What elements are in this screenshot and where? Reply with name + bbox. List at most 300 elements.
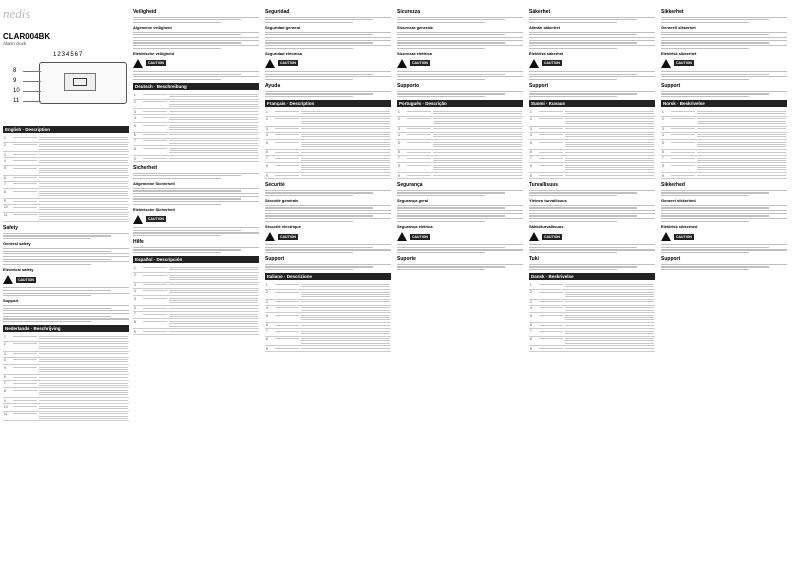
table-cell-function — [38, 165, 129, 175]
table-cell-function — [696, 173, 787, 179]
section-title: Seguridad — [265, 9, 290, 15]
table-row — [133, 296, 259, 306]
table-cell-part — [406, 132, 432, 140]
table-cell-number: 3 — [3, 351, 12, 357]
table-cell-number: 6 — [661, 149, 670, 155]
table-row — [397, 116, 523, 126]
text-block — [133, 188, 259, 205]
section-list — [661, 9, 787, 270]
clock-illustration — [39, 62, 127, 104]
table-cell-function — [38, 135, 129, 142]
table-cell-function — [300, 140, 391, 150]
table-cell-part — [12, 204, 38, 212]
callout-label: 8 — [13, 68, 17, 74]
table-cell-number: 6 — [3, 175, 12, 181]
table-cell-number: 3 — [265, 126, 274, 132]
caution-label: CAUTION — [148, 61, 164, 66]
section-subtitle: Allmän säkerhet — [529, 25, 560, 31]
table-cell-part — [12, 411, 38, 421]
text-block — [265, 190, 391, 197]
table-cell-part — [142, 311, 168, 319]
text-block — [3, 248, 129, 265]
description-table — [133, 265, 259, 335]
table-row — [265, 132, 391, 140]
table-cell-part — [406, 109, 432, 116]
text-block — [265, 71, 391, 80]
text-block — [661, 205, 787, 222]
text-block — [3, 233, 129, 240]
table-row — [265, 282, 391, 289]
table-cell-number: 7 — [3, 380, 12, 388]
table-cell-number: 8 — [133, 146, 142, 156]
section-title: Support — [529, 83, 549, 90]
column-5 — [529, 6, 655, 563]
section-title: Sikkerhed — [661, 182, 685, 189]
text-block — [133, 17, 259, 24]
section-header: English · Description — [3, 126, 129, 133]
section-title: Turvallisuus — [529, 182, 559, 189]
caution-label: CAUTION — [280, 234, 296, 239]
table-cell-number: 10 — [3, 204, 12, 212]
table-row — [3, 204, 129, 212]
table-cell-number: 4 — [661, 132, 670, 140]
table-cell-number: 8 — [3, 388, 12, 398]
table-row — [529, 328, 655, 336]
text-block — [661, 71, 787, 80]
table-row — [661, 140, 787, 150]
section-title: Veiligheid — [133, 9, 157, 15]
table-cell-number: 1 — [661, 109, 670, 116]
table-row — [265, 140, 391, 150]
table-row — [265, 289, 391, 299]
table-cell-part — [274, 140, 300, 150]
table-row — [265, 305, 391, 313]
caution-notice — [133, 59, 259, 68]
table-cell-number: 4 — [3, 357, 12, 365]
table-row — [265, 346, 391, 352]
table-cell-function — [38, 357, 129, 365]
table-cell-number: 3 — [529, 299, 538, 305]
table-cell-function — [696, 116, 787, 126]
brand-logo: nedis — [3, 6, 31, 21]
table-cell-part — [670, 116, 696, 126]
column-6 — [661, 6, 787, 563]
section-list — [397, 9, 523, 270]
table-row — [661, 173, 787, 179]
table-cell-number: 2 — [3, 341, 12, 351]
table-cell-function — [696, 109, 787, 116]
table-cell-function — [432, 155, 523, 163]
caution-label: CAUTION — [544, 234, 560, 239]
table-cell-number: 2 — [3, 142, 12, 152]
table-cell-number: 4 — [3, 158, 12, 166]
table-row — [133, 146, 259, 156]
table-cell-function — [696, 140, 787, 150]
table-row — [3, 411, 129, 421]
table-cell-number: 1 — [397, 109, 406, 116]
table-cell-part — [142, 272, 168, 282]
table-cell-number: 3 — [529, 126, 538, 132]
warning-triangle-icon — [265, 232, 275, 241]
text-block — [397, 205, 523, 222]
section-header: Italiano · Descrizione — [265, 273, 391, 280]
table-cell-part — [142, 92, 168, 99]
section-subtitle: Electrical safety — [3, 267, 34, 273]
caution-label: CAUTION — [148, 217, 164, 222]
table-cell-function — [564, 109, 655, 116]
table-cell-number: 4 — [529, 132, 538, 140]
table-cell-part — [274, 305, 300, 313]
section-header: Deutsch · Beschreibung — [133, 83, 259, 90]
table-cell-number: 2 — [265, 116, 274, 126]
table-cell-part — [670, 163, 696, 173]
description-table — [265, 109, 391, 179]
table-cell-function — [38, 189, 129, 199]
table-cell-function — [168, 311, 259, 319]
table-cell-number: 8 — [529, 336, 538, 346]
section-header: Norsk · Beskrivelse — [661, 100, 787, 107]
table-cell-part — [670, 173, 696, 179]
table-cell-part — [538, 289, 564, 299]
table-row — [3, 341, 129, 351]
table-cell-part — [274, 328, 300, 336]
table-cell-part — [12, 165, 38, 175]
section-subtitle: Sicurezza generale — [397, 25, 434, 31]
table-cell-number: 6 — [265, 322, 274, 328]
table-cell-number: 11 — [3, 212, 12, 222]
caution-notice — [265, 59, 391, 68]
table-cell-number: 7 — [133, 138, 142, 146]
table-cell-number: 5 — [265, 313, 274, 323]
section-subtitle: Yleinen turvallisuus — [529, 198, 567, 204]
table-cell-function — [168, 272, 259, 282]
section-subtitle: Elektrische veiligheid — [133, 50, 174, 56]
table-cell-number: 9 — [529, 173, 538, 179]
section-title: Sécurité — [265, 182, 285, 189]
description-table — [133, 92, 259, 162]
table-row — [3, 404, 129, 412]
text-block — [661, 91, 787, 98]
section-title: Suporte — [397, 256, 416, 263]
table-cell-number: 9 — [3, 398, 12, 404]
text-block — [397, 190, 523, 197]
text-block — [397, 244, 523, 253]
table-cell-number: 5 — [661, 140, 670, 150]
callout-label: 10 — [13, 88, 20, 94]
table-cell-number: 9 — [133, 329, 142, 335]
table-row — [133, 319, 259, 329]
table-cell-number: 2 — [133, 272, 142, 282]
table-cell-part — [12, 365, 38, 375]
table-cell-function — [564, 282, 655, 289]
table-cell-part — [274, 163, 300, 173]
warning-triangle-icon — [661, 232, 671, 241]
section-list — [3, 126, 129, 421]
section-subtitle: Sécurité générale — [265, 198, 299, 204]
table-row — [133, 99, 259, 109]
table-cell-number: 8 — [265, 336, 274, 346]
caution-notice — [397, 59, 523, 68]
table-cell-function — [38, 411, 129, 421]
table-cell-part — [12, 380, 38, 388]
table-cell-function — [168, 296, 259, 306]
table-cell-function — [38, 341, 129, 351]
warning-triangle-icon — [661, 59, 671, 68]
table-row — [265, 328, 391, 336]
table-row — [133, 265, 259, 272]
table-cell-part — [142, 146, 168, 156]
table-cell-function — [300, 173, 391, 179]
warning-triangle-icon — [529, 232, 539, 241]
section-list — [133, 9, 259, 335]
callout-label: 9 — [13, 78, 17, 84]
table-cell-number: 2 — [529, 289, 538, 299]
section-subtitle: Segurança elétrica — [397, 224, 433, 229]
table-cell-part — [12, 142, 38, 152]
section-list — [529, 9, 655, 352]
table-row — [3, 334, 129, 341]
table-cell-number: 8 — [133, 319, 142, 329]
table-cell-part — [142, 296, 168, 306]
section-header: Español · Descripción — [133, 256, 259, 263]
table-cell-number: 6 — [265, 149, 274, 155]
text-block — [265, 32, 391, 49]
table-cell-part — [670, 109, 696, 116]
caution-notice — [265, 232, 391, 241]
section-subtitle: Elektrisk sikkerhed — [661, 224, 698, 229]
section-title: Säkerhet — [529, 9, 551, 15]
table-row — [133, 123, 259, 133]
table-row — [529, 313, 655, 323]
description-table — [397, 109, 523, 179]
table-cell-part — [538, 116, 564, 126]
table-cell-part — [538, 140, 564, 150]
caution-notice — [3, 275, 129, 284]
table-cell-number: 6 — [529, 322, 538, 328]
table-cell-number: 3 — [133, 109, 142, 115]
section-subtitle: Elektrische Sicherheit — [133, 206, 175, 212]
table-cell-function — [564, 140, 655, 150]
table-cell-function — [38, 365, 129, 375]
caution-notice — [529, 59, 655, 68]
description-table — [529, 109, 655, 179]
section-title: Hilfe — [133, 239, 144, 246]
table-cell-function — [300, 289, 391, 299]
table-row — [3, 388, 129, 398]
table-cell-number: 3 — [133, 282, 142, 288]
table-cell-part — [406, 173, 432, 179]
caution-notice — [397, 232, 523, 241]
table-row — [3, 357, 129, 365]
table-cell-function — [564, 289, 655, 299]
text-block — [661, 264, 787, 271]
table-cell-part — [274, 336, 300, 346]
table-row — [3, 189, 129, 199]
table-cell-number: 5 — [133, 123, 142, 133]
text-block — [265, 205, 391, 222]
table-cell-function — [696, 163, 787, 173]
caution-notice — [529, 232, 655, 241]
table-row — [133, 288, 259, 296]
table-cell-function — [564, 116, 655, 126]
section-header: Dansk · Beskrivelse — [529, 273, 655, 280]
table-row — [661, 155, 787, 163]
table-cell-function — [564, 336, 655, 346]
warning-triangle-icon — [133, 215, 143, 224]
section-list — [265, 9, 391, 352]
section-title: Supporto — [397, 83, 420, 90]
table-cell-number: 8 — [529, 163, 538, 173]
table-cell-part — [12, 189, 38, 199]
table-cell-number: 8 — [265, 163, 274, 173]
caution-label: CAUTION — [544, 61, 560, 66]
table-cell-function — [300, 346, 391, 352]
table-row — [529, 116, 655, 126]
table-row — [397, 132, 523, 140]
table-cell-part — [274, 346, 300, 352]
table-cell-number: 2 — [529, 116, 538, 126]
table-cell-number: 7 — [661, 155, 670, 163]
table-cell-function — [168, 123, 259, 133]
text-block — [529, 91, 655, 98]
table-cell-number: 7 — [529, 155, 538, 163]
table-cell-function — [38, 158, 129, 166]
table-cell-function — [38, 204, 129, 212]
table-cell-function — [564, 346, 655, 352]
section-title: Support — [661, 83, 681, 90]
table-cell-number: 9 — [265, 173, 274, 179]
text-block — [133, 247, 259, 254]
text-block — [661, 244, 787, 253]
table-cell-part — [538, 328, 564, 336]
section-title: Sicurezza — [397, 9, 421, 15]
table-row — [661, 116, 787, 126]
table-cell-part — [142, 156, 168, 162]
table-row — [529, 155, 655, 163]
caution-label: CAUTION — [412, 234, 428, 239]
table-cell-part — [142, 329, 168, 335]
table-row — [397, 109, 523, 116]
table-cell-part — [142, 319, 168, 329]
section-subtitle: Sähköturvallisuus — [529, 224, 564, 229]
description-table — [529, 282, 655, 352]
table-cell-number: 6 — [3, 374, 12, 380]
text-block — [661, 32, 787, 49]
text-block — [3, 287, 129, 296]
table-cell-number: 6 — [529, 149, 538, 155]
text-block — [661, 190, 787, 197]
text-block — [529, 264, 655, 271]
table-cell-part — [274, 173, 300, 179]
model-number: CLAR004BK — [3, 32, 51, 41]
table-cell-function — [432, 109, 523, 116]
warning-triangle-icon — [265, 59, 275, 68]
table-cell-part — [670, 155, 696, 163]
table-cell-number: 9 — [661, 173, 670, 179]
table-row — [265, 109, 391, 116]
table-cell-number: 2 — [133, 99, 142, 109]
table-cell-part — [538, 109, 564, 116]
table-cell-function — [38, 212, 129, 222]
section-subtitle: Sécurité électrique — [265, 224, 301, 229]
table-cell-part — [12, 341, 38, 351]
section-title: Segurança — [397, 182, 423, 189]
table-row — [3, 380, 129, 388]
table-cell-number: 6 — [133, 132, 142, 138]
table-cell-part — [142, 265, 168, 272]
table-cell-part — [274, 132, 300, 140]
table-cell-part — [406, 155, 432, 163]
caution-label: CAUTION — [412, 61, 428, 66]
table-cell-number: 7 — [265, 328, 274, 336]
table-cell-function — [168, 288, 259, 296]
table-row — [397, 163, 523, 173]
table-cell-function — [168, 156, 259, 162]
table-row — [397, 140, 523, 150]
product-subtitle: Alarm clock — [3, 41, 27, 46]
section-subtitle: Generel sikkerhed — [661, 198, 696, 204]
table-cell-number: 7 — [265, 155, 274, 163]
table-row — [529, 289, 655, 299]
table-row — [265, 163, 391, 173]
table-cell-part — [274, 313, 300, 323]
text-block — [397, 17, 523, 24]
description-table — [661, 109, 787, 179]
table-cell-number: 8 — [3, 189, 12, 199]
caution-notice — [133, 215, 259, 224]
table-cell-function — [168, 329, 259, 335]
table-cell-function — [300, 336, 391, 346]
table-row — [397, 173, 523, 179]
table-cell-function — [38, 404, 129, 412]
text-block — [529, 71, 655, 80]
table-cell-part — [12, 404, 38, 412]
text-block — [265, 17, 391, 24]
table-cell-function — [300, 163, 391, 173]
table-cell-number: 7 — [3, 181, 12, 189]
table-cell-part — [538, 282, 564, 289]
diagram-top-callouts: 1234567 — [53, 52, 84, 58]
caution-notice — [661, 232, 787, 241]
table-cell-part — [12, 158, 38, 166]
table-cell-part — [274, 282, 300, 289]
table-cell-number: 4 — [265, 305, 274, 313]
table-cell-number: 5 — [265, 140, 274, 150]
section-title: Sicherheit — [133, 165, 158, 172]
table-cell-function — [38, 388, 129, 398]
table-cell-function — [564, 313, 655, 323]
table-cell-part — [12, 357, 38, 365]
table-cell-number: 1 — [133, 265, 142, 272]
section-title: Safety — [3, 225, 19, 232]
text-block — [265, 91, 391, 98]
text-block — [529, 190, 655, 197]
text-block — [265, 264, 391, 271]
table-cell-function — [564, 155, 655, 163]
description-table — [3, 334, 129, 421]
table-row — [133, 156, 259, 162]
table-row — [133, 115, 259, 123]
table-cell-number: 10 — [3, 404, 12, 412]
section-subtitle: Elektrisk säkerhet — [529, 50, 564, 56]
section-subtitle: Seguridad eléctrica — [265, 50, 302, 56]
table-cell-function — [168, 265, 259, 272]
table-row — [529, 109, 655, 116]
caution-notice — [661, 59, 787, 68]
table-cell-function — [38, 142, 129, 152]
table-row — [265, 116, 391, 126]
table-row — [133, 329, 259, 335]
